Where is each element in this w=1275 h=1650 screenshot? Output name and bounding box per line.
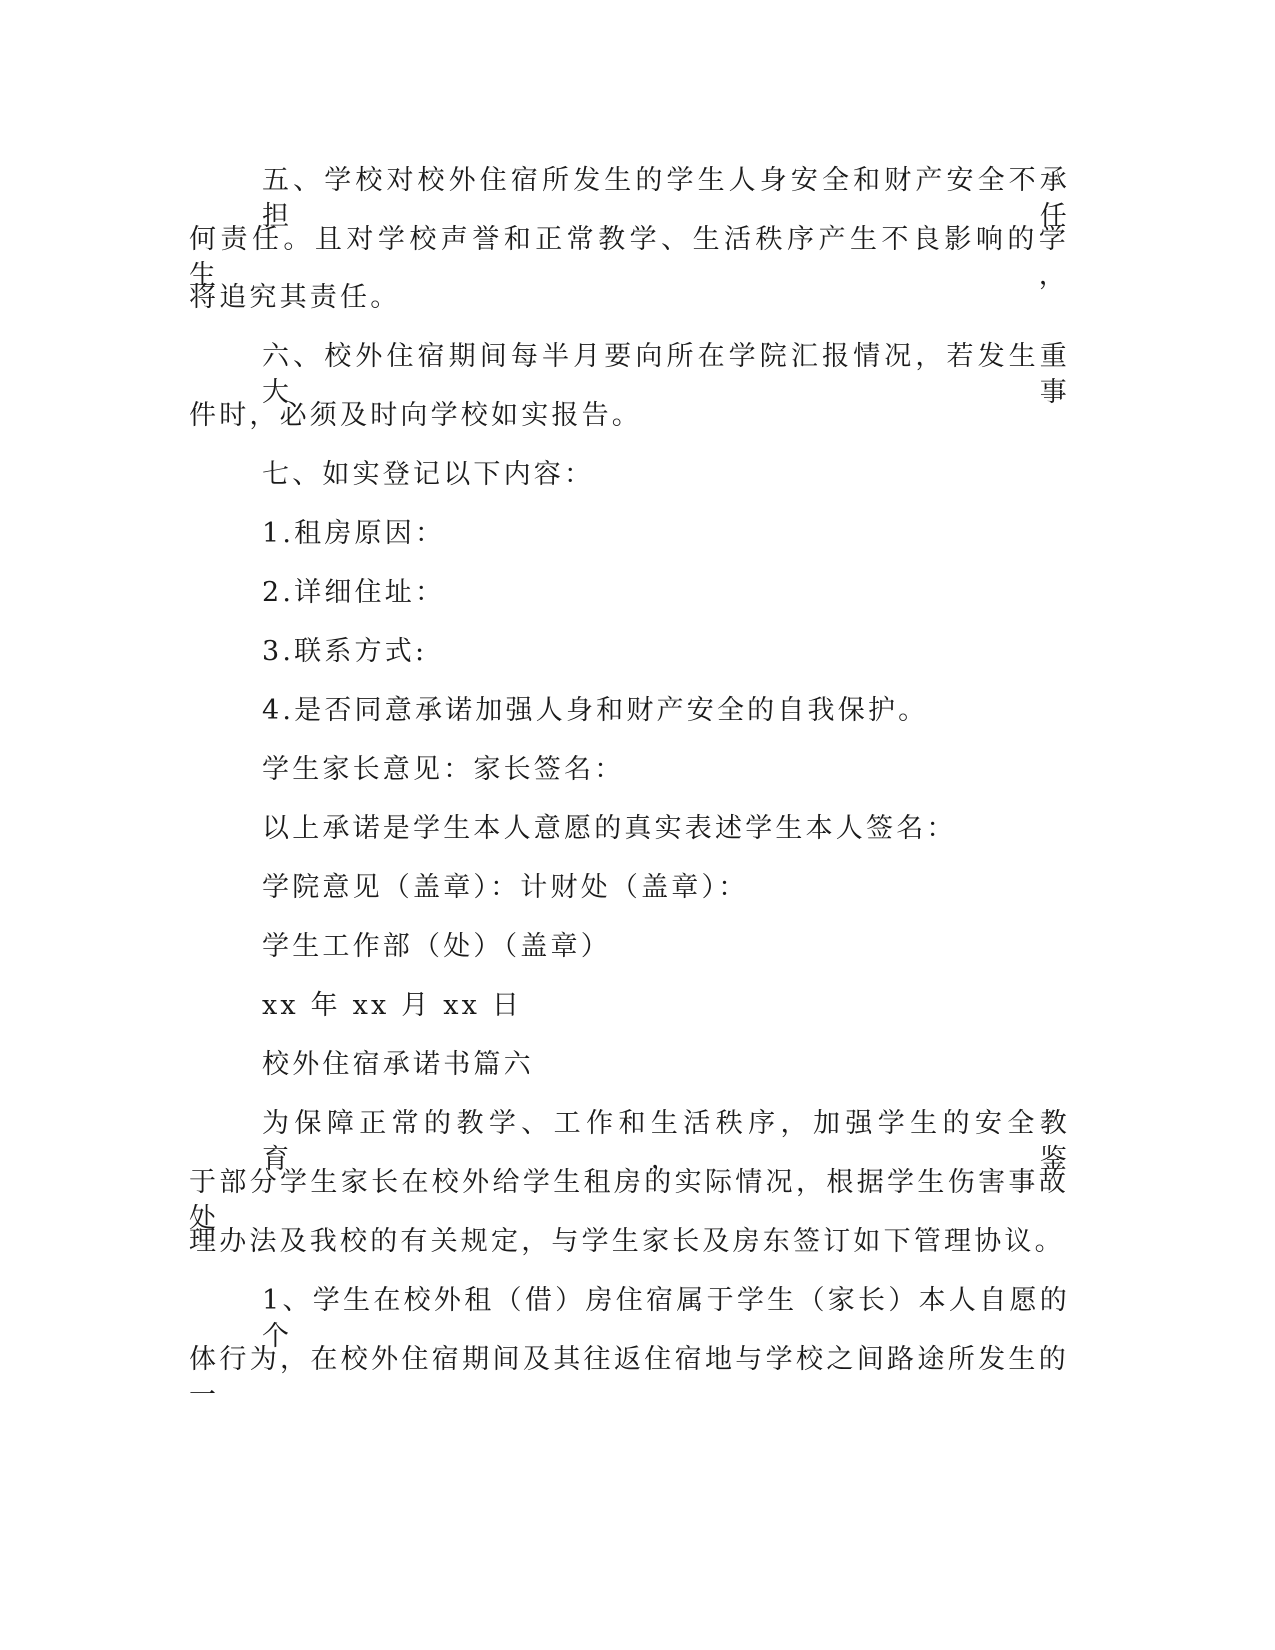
item-address: 2.详细住址： [262,577,446,608]
paragraph-7-heading: 七、如实登记以下内容： [262,459,595,490]
clause-1-line-2: 体行为，在校外住宿期间及其往返住宿地与学校之间路途所发生的一 [189,1344,1069,1411]
item-safety-pledge: 4.是否同意承诺加强人身和财产安全的自我保护。 [262,695,929,726]
section-title: 校外住宿承诺书篇六 [262,1049,534,1080]
paragraph-5-line-1: 五、学校对校外住宿所发生的学生人身安全和财产安全不承担任 [262,165,1070,232]
intro-line-1: 为保障正常的教学、工作和生活秩序，加强学生的安全教育，鉴 [262,1108,1070,1175]
paragraph-6-line-2: 件时，必须及时向学校如实报告。 [189,400,642,431]
item-rent-reason: 1.租房原因： [262,518,446,549]
college-finance-seal: 学院意见（盖章）：计财处（盖章）： [262,872,749,903]
paragraph-5-line-3: 将追究其责任。 [189,282,401,313]
date-line: xx 年 xx 月 xx 日 [262,990,523,1021]
intro-line-2: 于部分学生家长在校外给学生租房的实际情况，根据学生伤害事故处 [189,1167,1069,1234]
paragraph-5-line-2: 何责任。且对学校声誉和正常教学、生活秩序产生不良影响的学生， [189,224,1069,291]
paragraph-6-line-1: 六、校外住宿期间每半月要向所在学院汇报情况，若发生重大事 [262,341,1070,408]
clause-1-line-1: 1、学生在校外租（借）房住宿属于学生（家长）本人自愿的个 [262,1285,1070,1352]
student-signature: 以上承诺是学生本人意愿的真实表述学生本人签名： [262,813,957,844]
item-contact: 3.联系方式: [262,636,428,667]
intro-line-3: 理办法及我校的有关规定，与学生家长及房东签订如下管理协议。 [189,1226,1065,1257]
parent-opinion-signature: 学生家长意见：家长签名： [262,754,625,785]
student-affairs-seal: 学生工作部（处）（盖章） [262,931,611,962]
